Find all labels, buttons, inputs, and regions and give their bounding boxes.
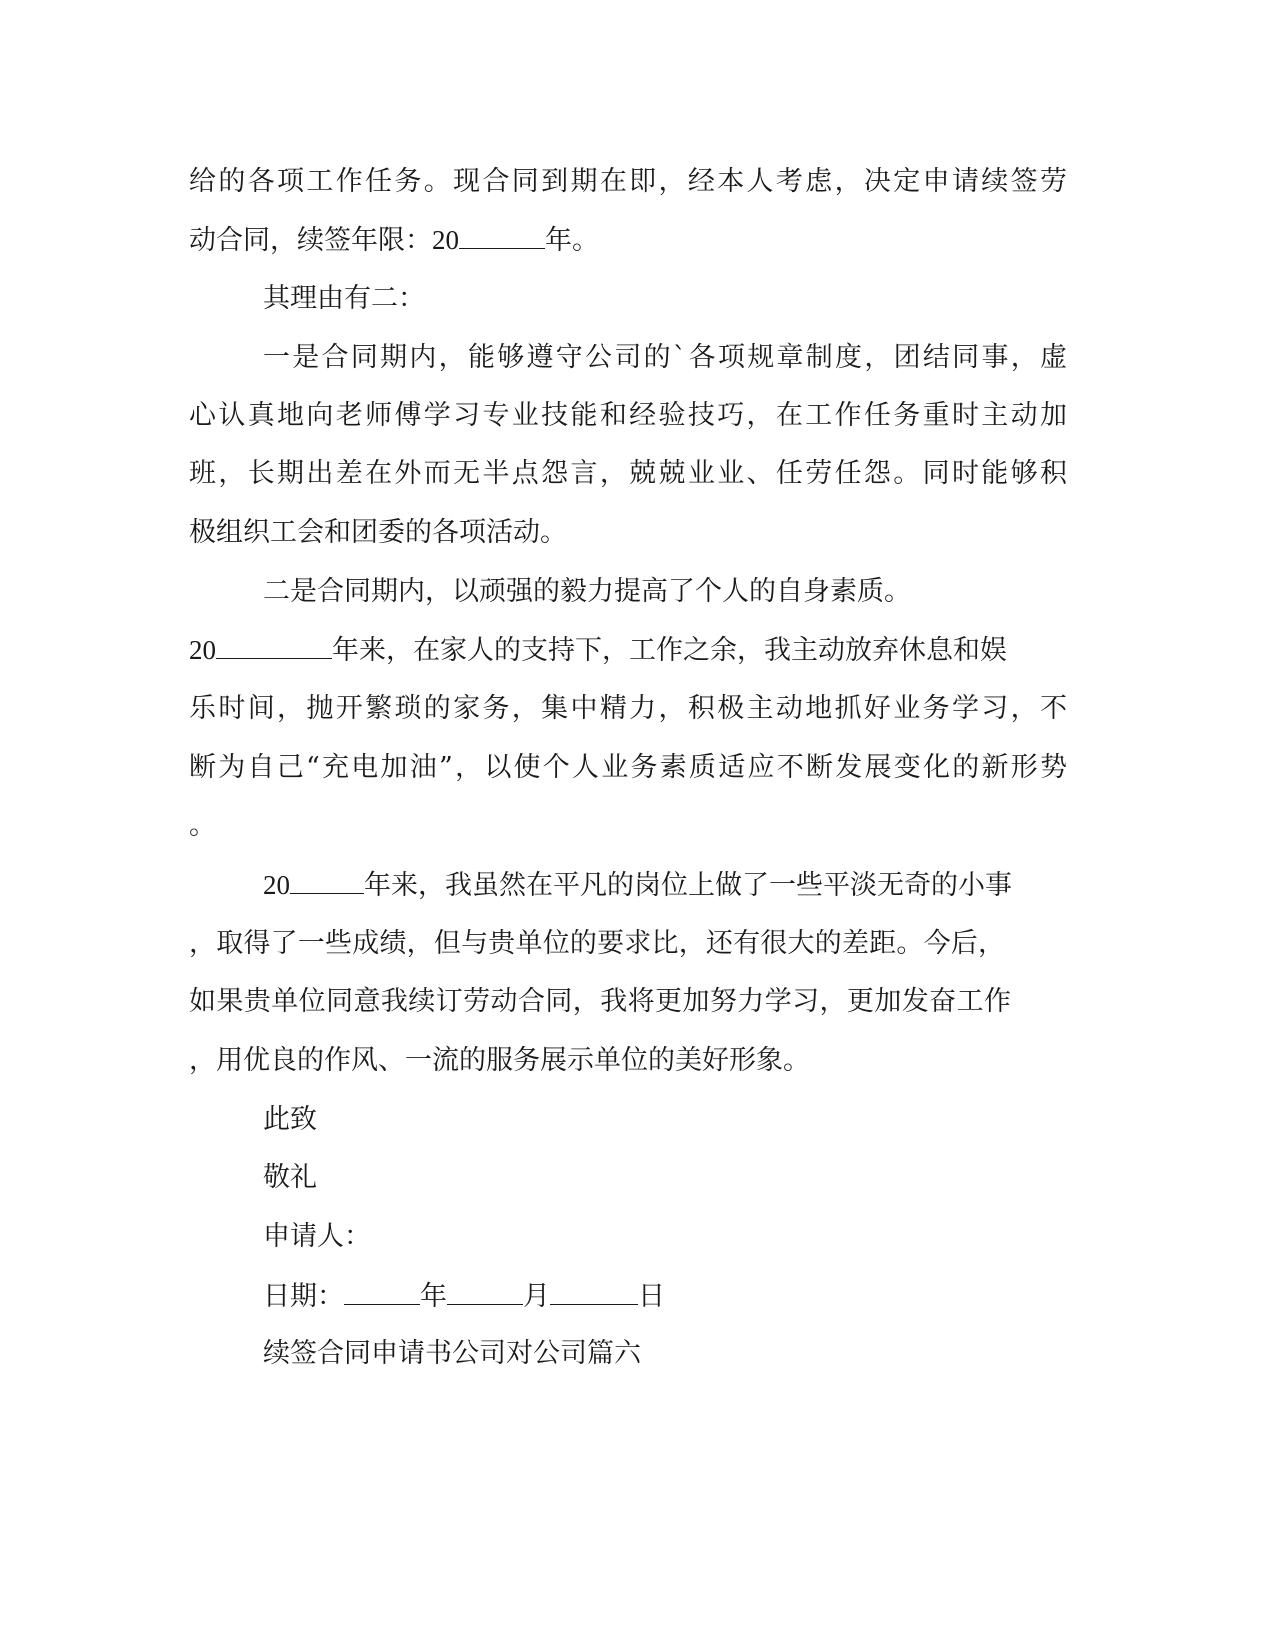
- end-mark: 。: [572, 225, 599, 256]
- paragraph-line: 其理由有二：: [263, 283, 425, 314]
- paragraph-line: 如果贵单位同意我续订劳动合同，我将更加努力学习，更加发奋工作: [189, 986, 1011, 1017]
- year-prefix: 20: [189, 635, 216, 665]
- year-prefix: 20: [263, 870, 290, 900]
- blank-field: [459, 220, 545, 249]
- unit-day: 日: [638, 1281, 665, 1312]
- paragraph-line: 给的各项工作任务。现合同到期在即，经本人考虑，决定申请续签劳: [189, 166, 1067, 197]
- paragraph-line: [263, 865, 1012, 905]
- paragraph-line: ，取得了一些成绩，但与贵单位的要求比，还有很大的差距。今后，: [189, 928, 1005, 959]
- blank-field: [344, 1276, 420, 1305]
- paragraph-line: [189, 220, 599, 260]
- paragraph-line: 心认真地向老师傅学习专业技能和经验技巧，在工作任务重时主动加: [189, 400, 1067, 431]
- blank-field: [447, 1276, 523, 1305]
- unit-year: 年: [545, 225, 572, 256]
- paragraph-line: 乐时间，抛开繁琐的家务，集中精力，积极主动地抓好业务学习，不: [189, 693, 1067, 724]
- unit-year: 年: [420, 1281, 447, 1312]
- line-text: 年来，在家人的支持下，工作之余，我主动放弃休息和娱: [332, 635, 1007, 666]
- line-text: 年来，我虽然在平凡的岗位上做了一些平淡无奇的小事: [364, 870, 1012, 901]
- year-prefix: 20: [432, 225, 459, 255]
- paragraph-line: 班，长期出差在外而无半点怨言，兢兢业业、任劳任怨。同时能够积: [189, 458, 1067, 489]
- closing-line: 敬礼: [263, 1162, 317, 1193]
- blank-field: [216, 630, 332, 659]
- date-line: [263, 1276, 665, 1316]
- date-label: 日期：: [263, 1281, 344, 1312]
- paragraph-line: 二是合同期内，以顽强的毅力提高了个人的自身素质。: [263, 576, 911, 607]
- line-text: 动合同，续签年限：: [189, 225, 432, 256]
- paragraph-line: 断为自己“充电加油”，以使个人业务素质适应不断发展变化的新形势: [189, 752, 1067, 783]
- paragraph-line: ，用优良的作风、一流的服务展示单位的美好形象。: [189, 1045, 810, 1076]
- blank-field: [290, 865, 364, 894]
- paragraph-line: 。: [189, 810, 216, 841]
- paragraph-line: 极组织工会和团委的各项活动。: [189, 517, 567, 548]
- paragraph-line: [189, 630, 1007, 670]
- blank-field: [550, 1276, 638, 1305]
- applicant-line: 申请人：: [263, 1221, 371, 1252]
- unit-month: 月: [523, 1281, 550, 1312]
- paragraph-line: 一是合同期内，能够遵守公司的`各项规章制度，团结同事，虚: [263, 342, 1067, 373]
- section-title: 续签合同申请书公司对公司篇六: [263, 1338, 641, 1369]
- closing-line: 此致: [263, 1104, 317, 1135]
